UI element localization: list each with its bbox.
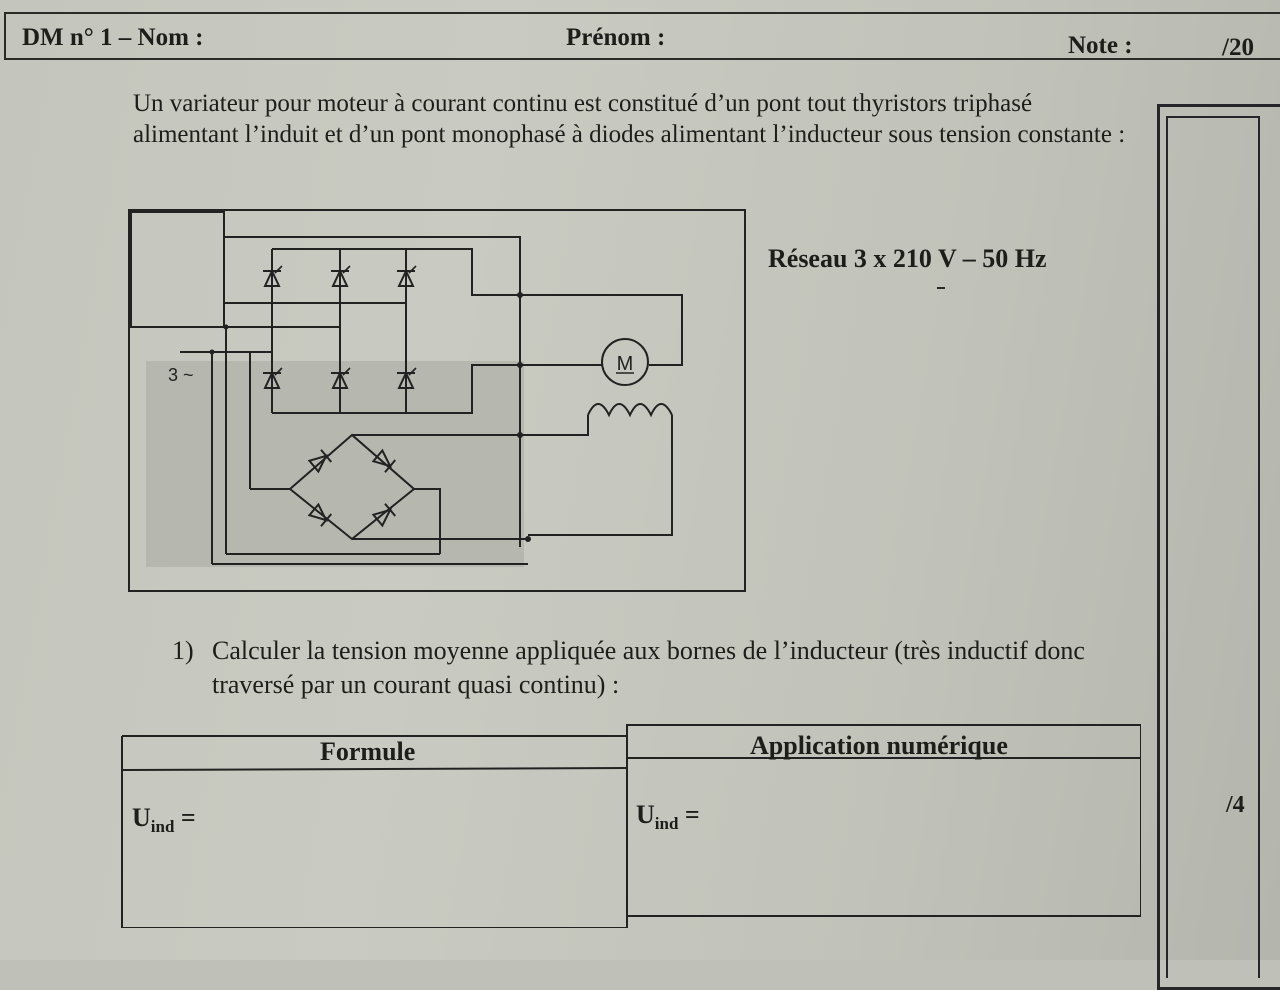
divider — [937, 287, 945, 289]
header-application-numerique: Application numérique — [750, 731, 1008, 760]
total-score: /20 — [1222, 34, 1254, 61]
uind-subscript: ind — [654, 814, 679, 834]
intro-paragraph: Un variateur pour moteur à courant continu est constitué d’un pont tout thyristors triphasé alimentant l’induit et d’un pont monophasé à diodes alimentant l’inducteur sous tension constante : — [133, 90, 1126, 148]
question-text: Calculer la tension moyenne appliquée aux bornes de l’inducteur (très inductif donc traversé par un courant quasi continu) : — [212, 636, 1085, 699]
circuit-diagram — [128, 209, 748, 595]
note-label: Note : — [1068, 32, 1133, 59]
prenom-label: Prénom : — [566, 24, 666, 51]
header-title: DM n° 1 – Nom : — [22, 24, 204, 51]
inductor-coil-icon — [588, 404, 672, 415]
question-number: 1) — [172, 636, 194, 665]
formula-uind-label — [132, 803, 196, 837]
uind-symbol: U — [132, 803, 151, 832]
numeric-uind-label — [636, 800, 700, 834]
score-margin-inner — [1166, 116, 1260, 978]
diagram-frame — [129, 210, 745, 591]
equals-sign: = — [684, 800, 700, 829]
supply-label: 3 ~ — [168, 365, 194, 385]
uind-subscript: ind — [150, 817, 175, 837]
uind-symbol: U — [636, 800, 655, 829]
network-label: Réseau 3 x 210 V – 50 Hz — [768, 244, 1047, 273]
motor-label: M — [616, 353, 634, 375]
equals-sign: = — [180, 803, 196, 832]
header-formule: Formule — [320, 737, 416, 766]
question-score: /4 — [1226, 792, 1245, 818]
motor-icon — [602, 339, 648, 385]
